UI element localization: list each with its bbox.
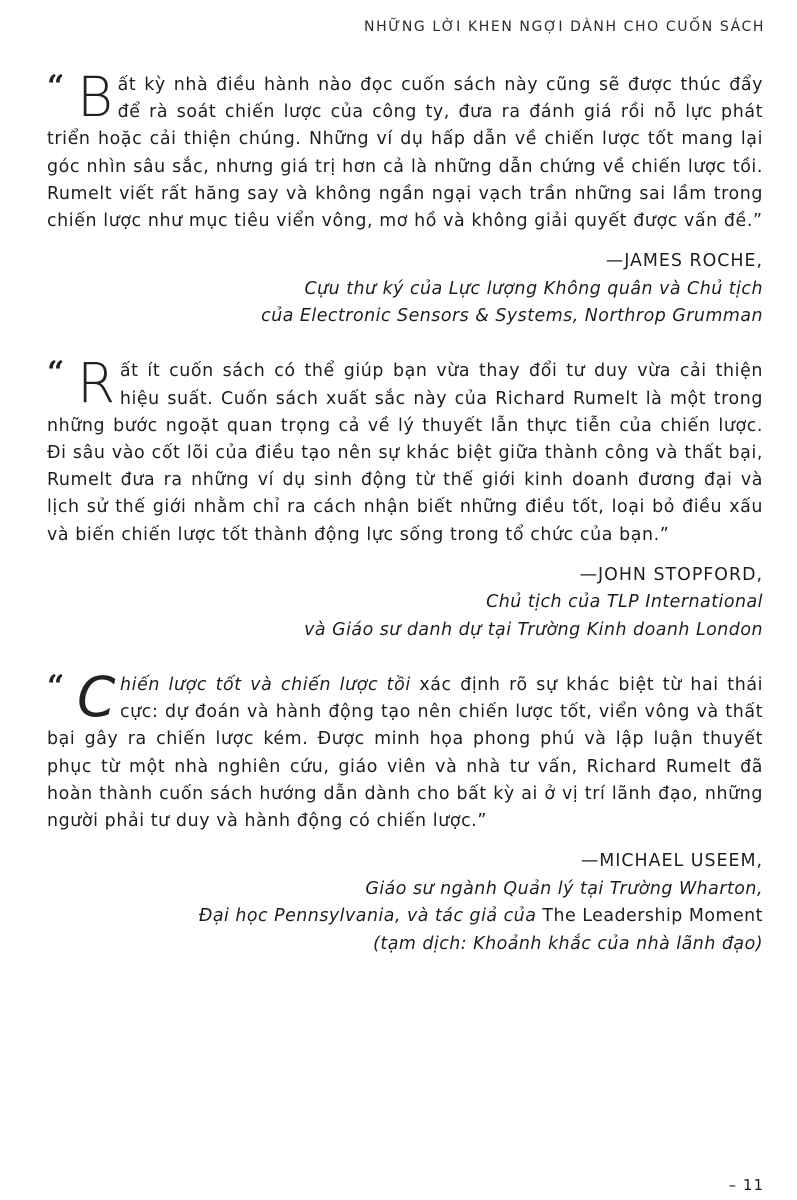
author-role xyxy=(47,903,763,930)
quote-body: ất kỳ nhà điều hành nào đọc cuốn sách này cũng sẽ được thúc đẩy để rà soát chiến lược của công ty, đưa ra đánh giá rồi nỗ lực phát triển hoặc cải thiện chúng. Những ví dụ hấp dẫn về chiến lược tốt mang lại góc nhìn sâu sắc, nhưng giá trị hơn cả là những dẫn chứng về chiến lược tồi. Rumelt viết rất hăng say và không ngần ngại vạch trần những sai lầm trong chiến lược như mục tiêu viển vông, mơ hồ và không giải quyết được vấn đề.” xyxy=(47,75,763,232)
attribution xyxy=(47,248,763,330)
author-role: Chủ tịch của TLP International xyxy=(486,592,763,613)
author-role: (tạm dịch: Khoảnh khắc của nhà lãnh đạo) xyxy=(373,933,763,954)
quote-body: xác định rõ sự khác biệt từ hai thái cực: dự đoán và hành động tạo nên chiến lược tốt, viển vông và thất bại gây ra chiến lược kém. Được minh họa phong phú và lập luận thuyết phục từ một nhà nghiên cứu, giáo viên và nhà tư vấn, Richard Rumelt đã hoàn thành cuốn sách hướng dẫn dành cho bất kỳ ai ở vị trí lãnh đạo, những người phải tư duy và hành động có chiến lược.” xyxy=(47,675,764,832)
endorsement-roche xyxy=(47,65,763,330)
attribution xyxy=(47,848,763,958)
endorsement-useem xyxy=(47,665,764,958)
book-title: The Leadership Moment xyxy=(542,906,763,927)
running-header: NHỮNG LỜI KHEN NGỢI DÀNH CHO CUỐN SÁCH xyxy=(364,19,765,35)
author-name: —MICHAEL USEEM, xyxy=(580,851,763,872)
quote-mark: “ xyxy=(47,669,65,705)
quote-text xyxy=(47,665,764,835)
author-role: Giáo sư ngành Quản lý tại Trường Wharton, xyxy=(365,878,763,899)
author-name: —JAMES ROCHE, xyxy=(605,251,763,272)
page-number: – 11 xyxy=(728,1176,764,1194)
quote-mark: “ xyxy=(47,355,65,391)
endorsements xyxy=(47,65,764,986)
author-role: và Giáo sư danh dự tại Trường Kinh doanh London xyxy=(304,619,763,640)
quote-mark: “ xyxy=(47,69,65,104)
author-name: —JOHN STOPFORD, xyxy=(579,564,763,585)
author-role-text: Đại học Pennsylvania, và tác giả của xyxy=(198,906,543,927)
drop-cap: R xyxy=(77,351,116,416)
author-role: Cựu thư ký của Lực lượng Không quân và Chủ tịch xyxy=(304,278,763,299)
quote-book-title: hiến lược tốt và chiến lược tồi xyxy=(120,675,411,696)
quote-body: ất ít cuốn sách có thể giúp bạn vừa thay đổi tư duy vừa cải thiện hiệu suất. Cuốn sách xuất sắc này của Richard Rumelt là một trong những bước ngoặt quan trọng cả về lý thuyết lẫn thực tiễn của chiến lược. Đi sâu vào cốt lõi của điều tạo nên sự khác biệt giữa thành công và thất bại, Rumelt đưa ra những ví dụ sinh động từ thế giới kinh doanh đương đại và lịch sử thế giới nhằm chỉ ra cách nhận biết những điều tốt, loại bỏ điều xấu và biến chiến lược tốt thành động lực sống trong tổ chức của bạn.” xyxy=(47,361,763,545)
endorsement-stopford xyxy=(47,351,763,644)
drop-cap: B xyxy=(77,65,114,129)
quote-text xyxy=(47,351,763,548)
attribution xyxy=(47,562,763,644)
drop-cap: C xyxy=(77,665,117,730)
author-role: của Electronic Sensors & Systems, Northrop Grumman xyxy=(261,306,763,327)
quote-text xyxy=(47,65,763,235)
